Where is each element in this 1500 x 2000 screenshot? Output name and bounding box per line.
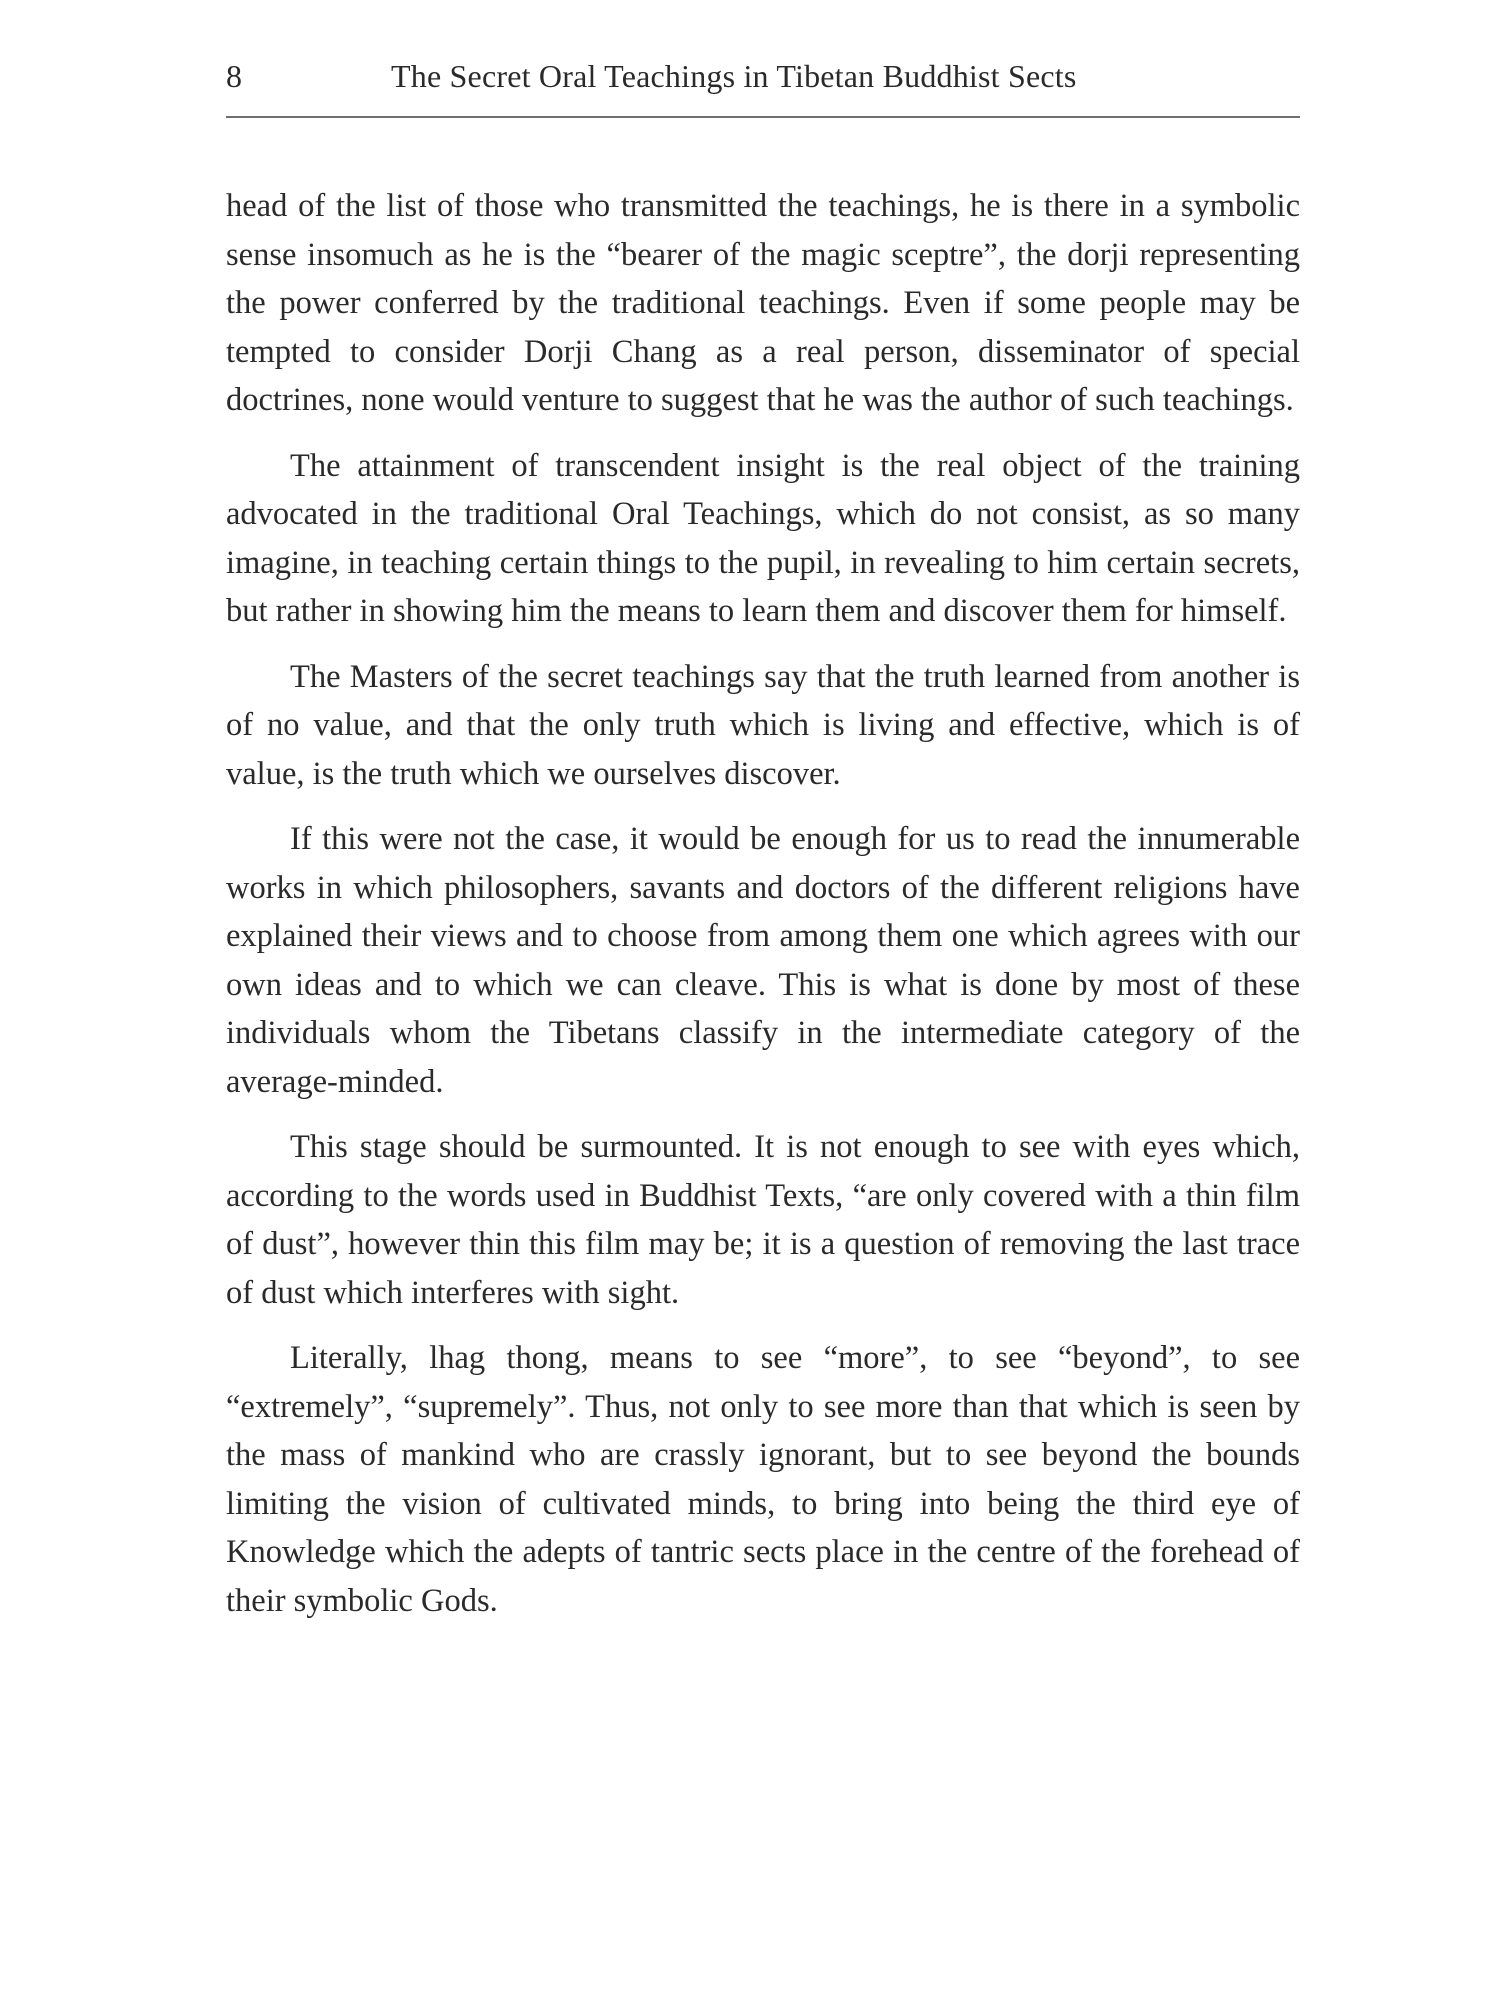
page-body: [226, 182, 1300, 1642]
running-head: [226, 58, 1300, 108]
paragraph-continued: head of the list of those who transmitted the teachings, he is there in a symbolic sense insomuch as he is the “bearer of the magic sceptre”, the dorji representing the power conferred by the traditional teachings. Even if some people may be tempted to consider Dorji Chang as a real person, disseminator of special doctrines, none would venture to suggest that he was the author of such teachings.: [226, 188, 1300, 418]
paragraph: This stage should be surmounted. It is not enough to see with eyes which, according to the words used in Buddhist Texts, “are only covered with a thin film of dust”, however thin this film may be; it is a question of removing the last trace of dust which interferes with sight.: [226, 1129, 1300, 1311]
running-head-title: The Secret Oral Teachings in Tibetan Buddhist Sects: [391, 58, 1077, 94]
paragraph: If this were not the case, it would be enough for us to read the innumerable works in which philosophers, savants and doctors of the different religions have explained their views and to choose from among them one which agrees with our own ideas and to which we can cleave. This is what is done by most of these individuals whom the Tibetans classify in the intermediate category of the average-minded.: [226, 821, 1300, 1100]
paragraph: Literally, lhag thong, means to see “more”, to see “beyond”, to see “extremely”, “supremely”. Thus, not only to see more than that which is seen by the mass of mankind who are crassly ignorant, but to see beyond the bounds limiting the vision of cultivated minds, to bring into being the third eye of Knowledge which the adepts of tantric sects place in the centre of the forehead of their symbolic Gods.: [226, 1340, 1300, 1619]
header-divider: [226, 116, 1300, 118]
paragraph: The Masters of the secret teachings say that the truth learned from another is of no value, and that the only truth which is living and effective, which is of value, is the truth which we ourselves discover.: [226, 658, 1300, 792]
page-number: 8: [226, 58, 243, 94]
paragraph: The attainment of transcendent insight is the real object of the training advocated in the traditional Oral Teachings, which do not consist, as so many imagine, in teaching certain things to the pupil, in revealing to him certain secrets, but rather in showing him the means to learn them and discover them for himself.: [226, 447, 1300, 629]
